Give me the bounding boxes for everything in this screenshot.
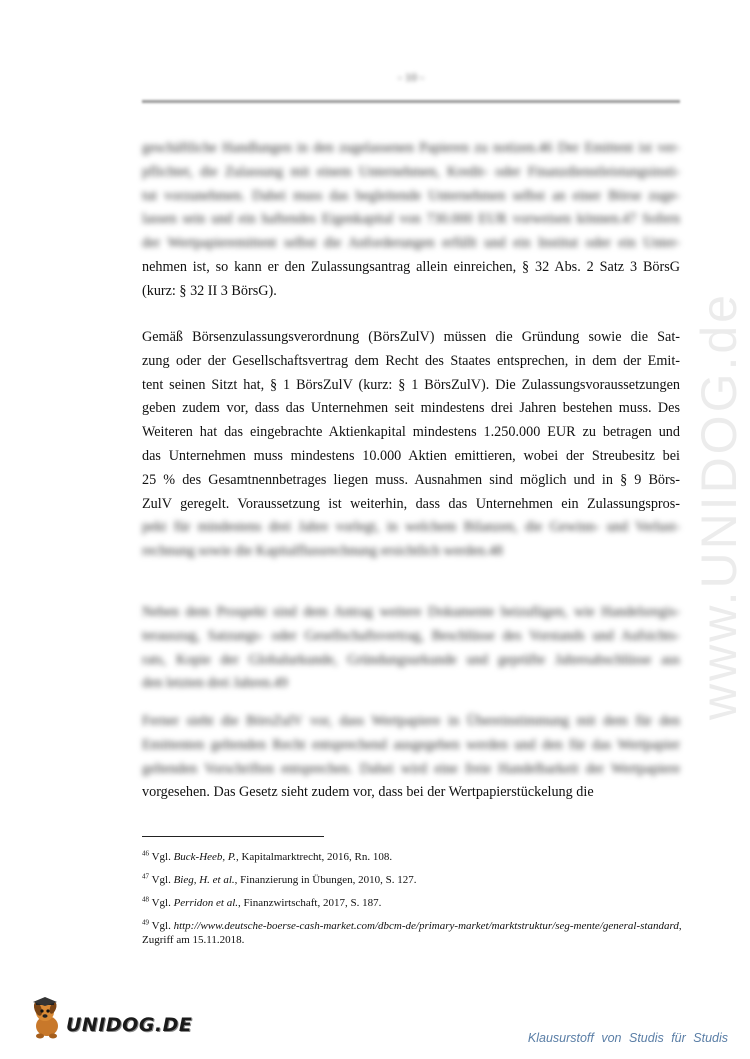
paragraph-1 [142,137,680,304]
paragraph-4 [142,710,680,805]
text-line: ZulV geregelt. Voraussetzung ist weiterhin, dass das Unternehmen ein Zulassungspros- [142,495,680,512]
footnote-number: 46 [142,849,149,858]
page-number: - 10 - [398,70,424,84]
text-line: pflichtet, die Zulassung mit einem Unternehmen, Kredit- oder Finanzdienstleistungsinsti- [142,163,680,180]
text-line: lassen sein und ein haftendes Eigenkapital von 730.000 EUR vorweisen können.47 Sofern [142,211,680,228]
text-line: nehmen ist, so kann er den Zulassungsantrag allein einreichen, § 32 Abs. 2 Satz 3 BörsG [142,258,680,275]
footnote-source: , Finanzierung in Übungen, 2010, S. 127. [234,874,417,886]
footnote-source: , Finanzwirtschaft, 2017, S. 187. [238,897,382,909]
text-line: 25 % des Gesamtnennbetrages liegen muss. Ausnahmen sind möglich und in § 9 Börs- [142,471,680,488]
footnotes [142,851,682,957]
footnote-rule [142,836,324,837]
text-line: geschäftliche Handlungen in den zugelassenen Papieren zu notizen.46 Der Emittent ist ver- [142,140,680,156]
text-line: den letzten drei Jahren.49 [142,675,288,692]
text-line: Neben dem Prospekt sind dem Antrag weitere Dokumente beizufügen, wie Handelsregis- [142,604,680,620]
watermark: www.UNIDOG.de [691,292,747,720]
paragraph-2 [142,326,680,564]
text-line: zung oder der Gesellschaftsvertrag dem Recht des Staates entsprechen, in dem der Emit- [142,352,680,369]
footnote-source: , Kapitalmarktrecht, 2016, Rn. 108. [235,851,393,863]
text-line: tent seinen Sitzt hat, § 1 BörsZulV (kurz: § 1 BörsZulV). Die Zulassungsvoraussetzungen [142,376,680,393]
dog-icon [30,996,64,1040]
text-line: pekt für mindestens drei Jahre vorlegt, in welchem Bilanzen, die Gewinn- und Verlust- [142,519,680,536]
footnote-number: 49 [142,918,149,927]
text-line: tut vorzunehmen. Dabei muss das begleitende Unternehmen selbst an einer Börse zuge- [142,187,680,204]
footnote-48 [142,897,682,911]
footnote-author: Buck-Heeb, P. [173,851,236,863]
text-line: Weiteren hat das eingebrachte Aktienkapital mindestens 1.250.000 EUR zu betragen und [142,424,680,441]
footnote-47 [142,874,682,888]
text-line: Emittenten geltenden Recht entsprechend ausgegeben werden und den für das Wertpapier [142,736,680,753]
unidog-logo[interactable] [30,996,192,1040]
header-rule [142,100,680,103]
text-line: (kurz: § 32 II 3 BörsG). [142,282,277,299]
footnote-46 [142,851,682,865]
footnote-prefix: Vgl. [151,851,174,863]
footer-tagline: Klausurstoff von Studis für Studis [527,1031,728,1045]
text-line: rechnung sowie die Kapitalflussrechnung ersichtlich werden.48 [142,543,503,560]
footnote-number: 48 [142,895,149,904]
footnote-url[interactable]: http://www.deutsche-boerse-cash-market.com/dbcm-de/primary-market/marktstruktur/seg-mente/general-standard [173,920,679,932]
text-line: das Unternehmen muss mindestens 10.000 Aktien emittieren, wobei der Streubesitz bei [142,447,680,464]
text-line: geltenden Vorschriften entsprechen. Dabei wird eine freie Handelbarkeit der Wertpapiere [142,760,680,777]
footnote-author: Perridon et al. [173,897,239,909]
text-line: terauszug, Satzungs- oder Gesellschaftsvertrag, Beschlüsse des Vorstands und Aufsichts- [142,627,680,644]
text-line: geben zudem vor, dass das Unternehmen seit mindestens drei Jahren bestehen muss. Des [142,400,680,417]
footnote-49 [142,920,682,947]
footnote-prefix: Vgl. [151,897,174,909]
footnote-prefix: Vgl. [151,920,174,932]
footnote-number: 47 [142,872,149,881]
footnote-prefix: Vgl. [151,874,174,886]
text-line: vorgesehen. Das Gesetz sieht zudem vor, dass bei der Wertpapierstückelung die [142,784,594,801]
footnote-source: , Zugriff am 15.11.2018. [142,920,682,946]
footnote-author: Bieg, H. et al. [173,874,235,886]
logo-text: UNIDOG.DE [66,1014,193,1036]
paragraph-3 [142,601,680,696]
text-line: rats, Kopie der Globalurkunde, Gründungsurkunde und geprüfte Jahresabschlüsse aus [142,651,680,668]
text-line: Gemäß Börsenzulassungsverordnung (BörsZulV) müssen die Gründung sowie die Sat- [142,329,680,345]
text-line: der Wertpapieremittent selbst die Anforderungen erfüllt und ein Institut oder ein Unter- [142,235,680,252]
text-line: Ferner sieht die BörsZulV vor, dass Wertpapiere in Übereinstimmung mit dem für den [142,713,680,729]
